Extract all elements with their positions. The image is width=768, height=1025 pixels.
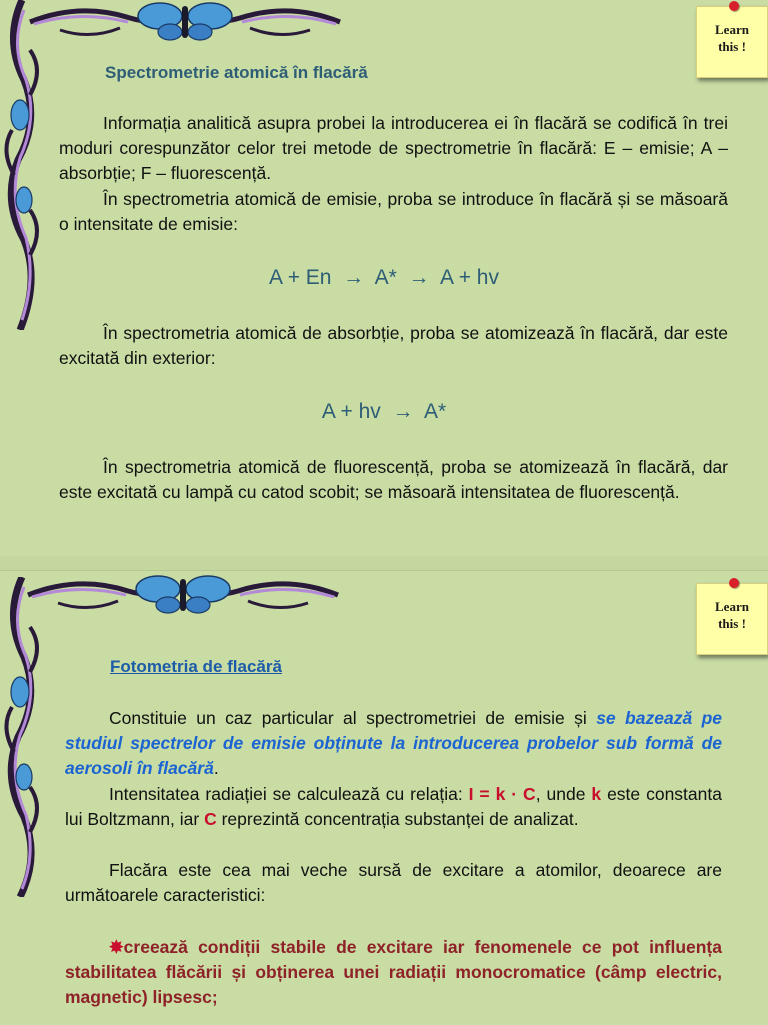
- p1-emphasis: se bazează pe studiul spectrelor de emisie obținute la introducerea probelor sub formă de aerosoli în flacără: [65, 708, 722, 778]
- p2-text-a: Intensitatea radiației se calculează cu relația:: [109, 784, 469, 804]
- p2-text-c: este constanta lui Boltzmann, iar: [65, 784, 722, 829]
- slide1-paragraph-1: Informația analitică asupra probei la introducerea ei în flacără se codifică în trei moduri corespunzător celor trei metode de spectrometrie în flacără: E – emisie; A – absorbție; F – fluorescență.: [59, 113, 728, 183]
- note-line-2: this !: [718, 616, 746, 631]
- slide1-paragraph-4: În spectrometria atomică de fluorescență, proba se atomizează în flacără, dar este excitată cu lampă cu catod scobit; se măsoară intensitatea de fluorescență.: [59, 457, 728, 502]
- note-line-1: Learn: [715, 22, 749, 37]
- butterfly-ornament-top: [20, 0, 350, 44]
- bullet-item-1: [65, 935, 722, 1010]
- slide1-paragraph-3: În spectrometria atomică de absorbție, proba se atomizează în flacără, dar este excitată din exterior:: [59, 323, 728, 368]
- slide-fotometrie: [0, 570, 768, 1025]
- var-C: C: [204, 809, 217, 829]
- slide1-paragraph-2: În spectrometria atomică de emisie, proba se introduce în flacără și se măsoară o intensitate de emisie:: [59, 189, 728, 234]
- emission-formula: A + En → A* → A + hv: [269, 266, 499, 289]
- butterfly-ornament-top: [18, 573, 348, 617]
- slide2-paragraph-3: Flacăra este cea mai veche sursă de excitare a atomilor, deoarece are următoarele caracteristici:: [65, 860, 722, 905]
- p1-start: Constituie un caz particular al spectrometriei de emisie și: [109, 708, 597, 728]
- star-bullet-icon: ✸: [109, 937, 124, 957]
- slide2-paragraph-2: [65, 782, 722, 832]
- intensity-formula: I = k · C: [468, 784, 536, 804]
- slide2-title: Fotometria de flacără: [110, 657, 282, 676]
- slide2-paragraph-1: [65, 706, 722, 781]
- slide1-title: Spectrometrie atomică în flacără: [105, 63, 368, 82]
- p2-text-b: , unde: [535, 784, 592, 804]
- absorption-formula: A + hv → A*: [321, 400, 447, 423]
- note-line-2: this !: [718, 39, 746, 54]
- note-line-1: Learn: [715, 599, 749, 614]
- var-k: k: [591, 784, 602, 804]
- p1-end: .: [213, 758, 219, 778]
- tribal-ornament-left: [0, 577, 46, 897]
- pushpin-icon: [729, 578, 739, 588]
- learn-this-sticky-note: [696, 6, 768, 78]
- learn-this-sticky-note: [696, 583, 768, 655]
- pushpin-icon: [729, 1, 739, 11]
- bullet-1-text: creează condiții stabile de excitare iar fenomenele ce pot influența stabilitatea flăcării și obținerea unei radiații monocromatice (câmp electric, magnetic) lipsesc;: [65, 937, 722, 1007]
- p2-text-d: reprezintă concentrația substanței de analizat.: [216, 809, 579, 829]
